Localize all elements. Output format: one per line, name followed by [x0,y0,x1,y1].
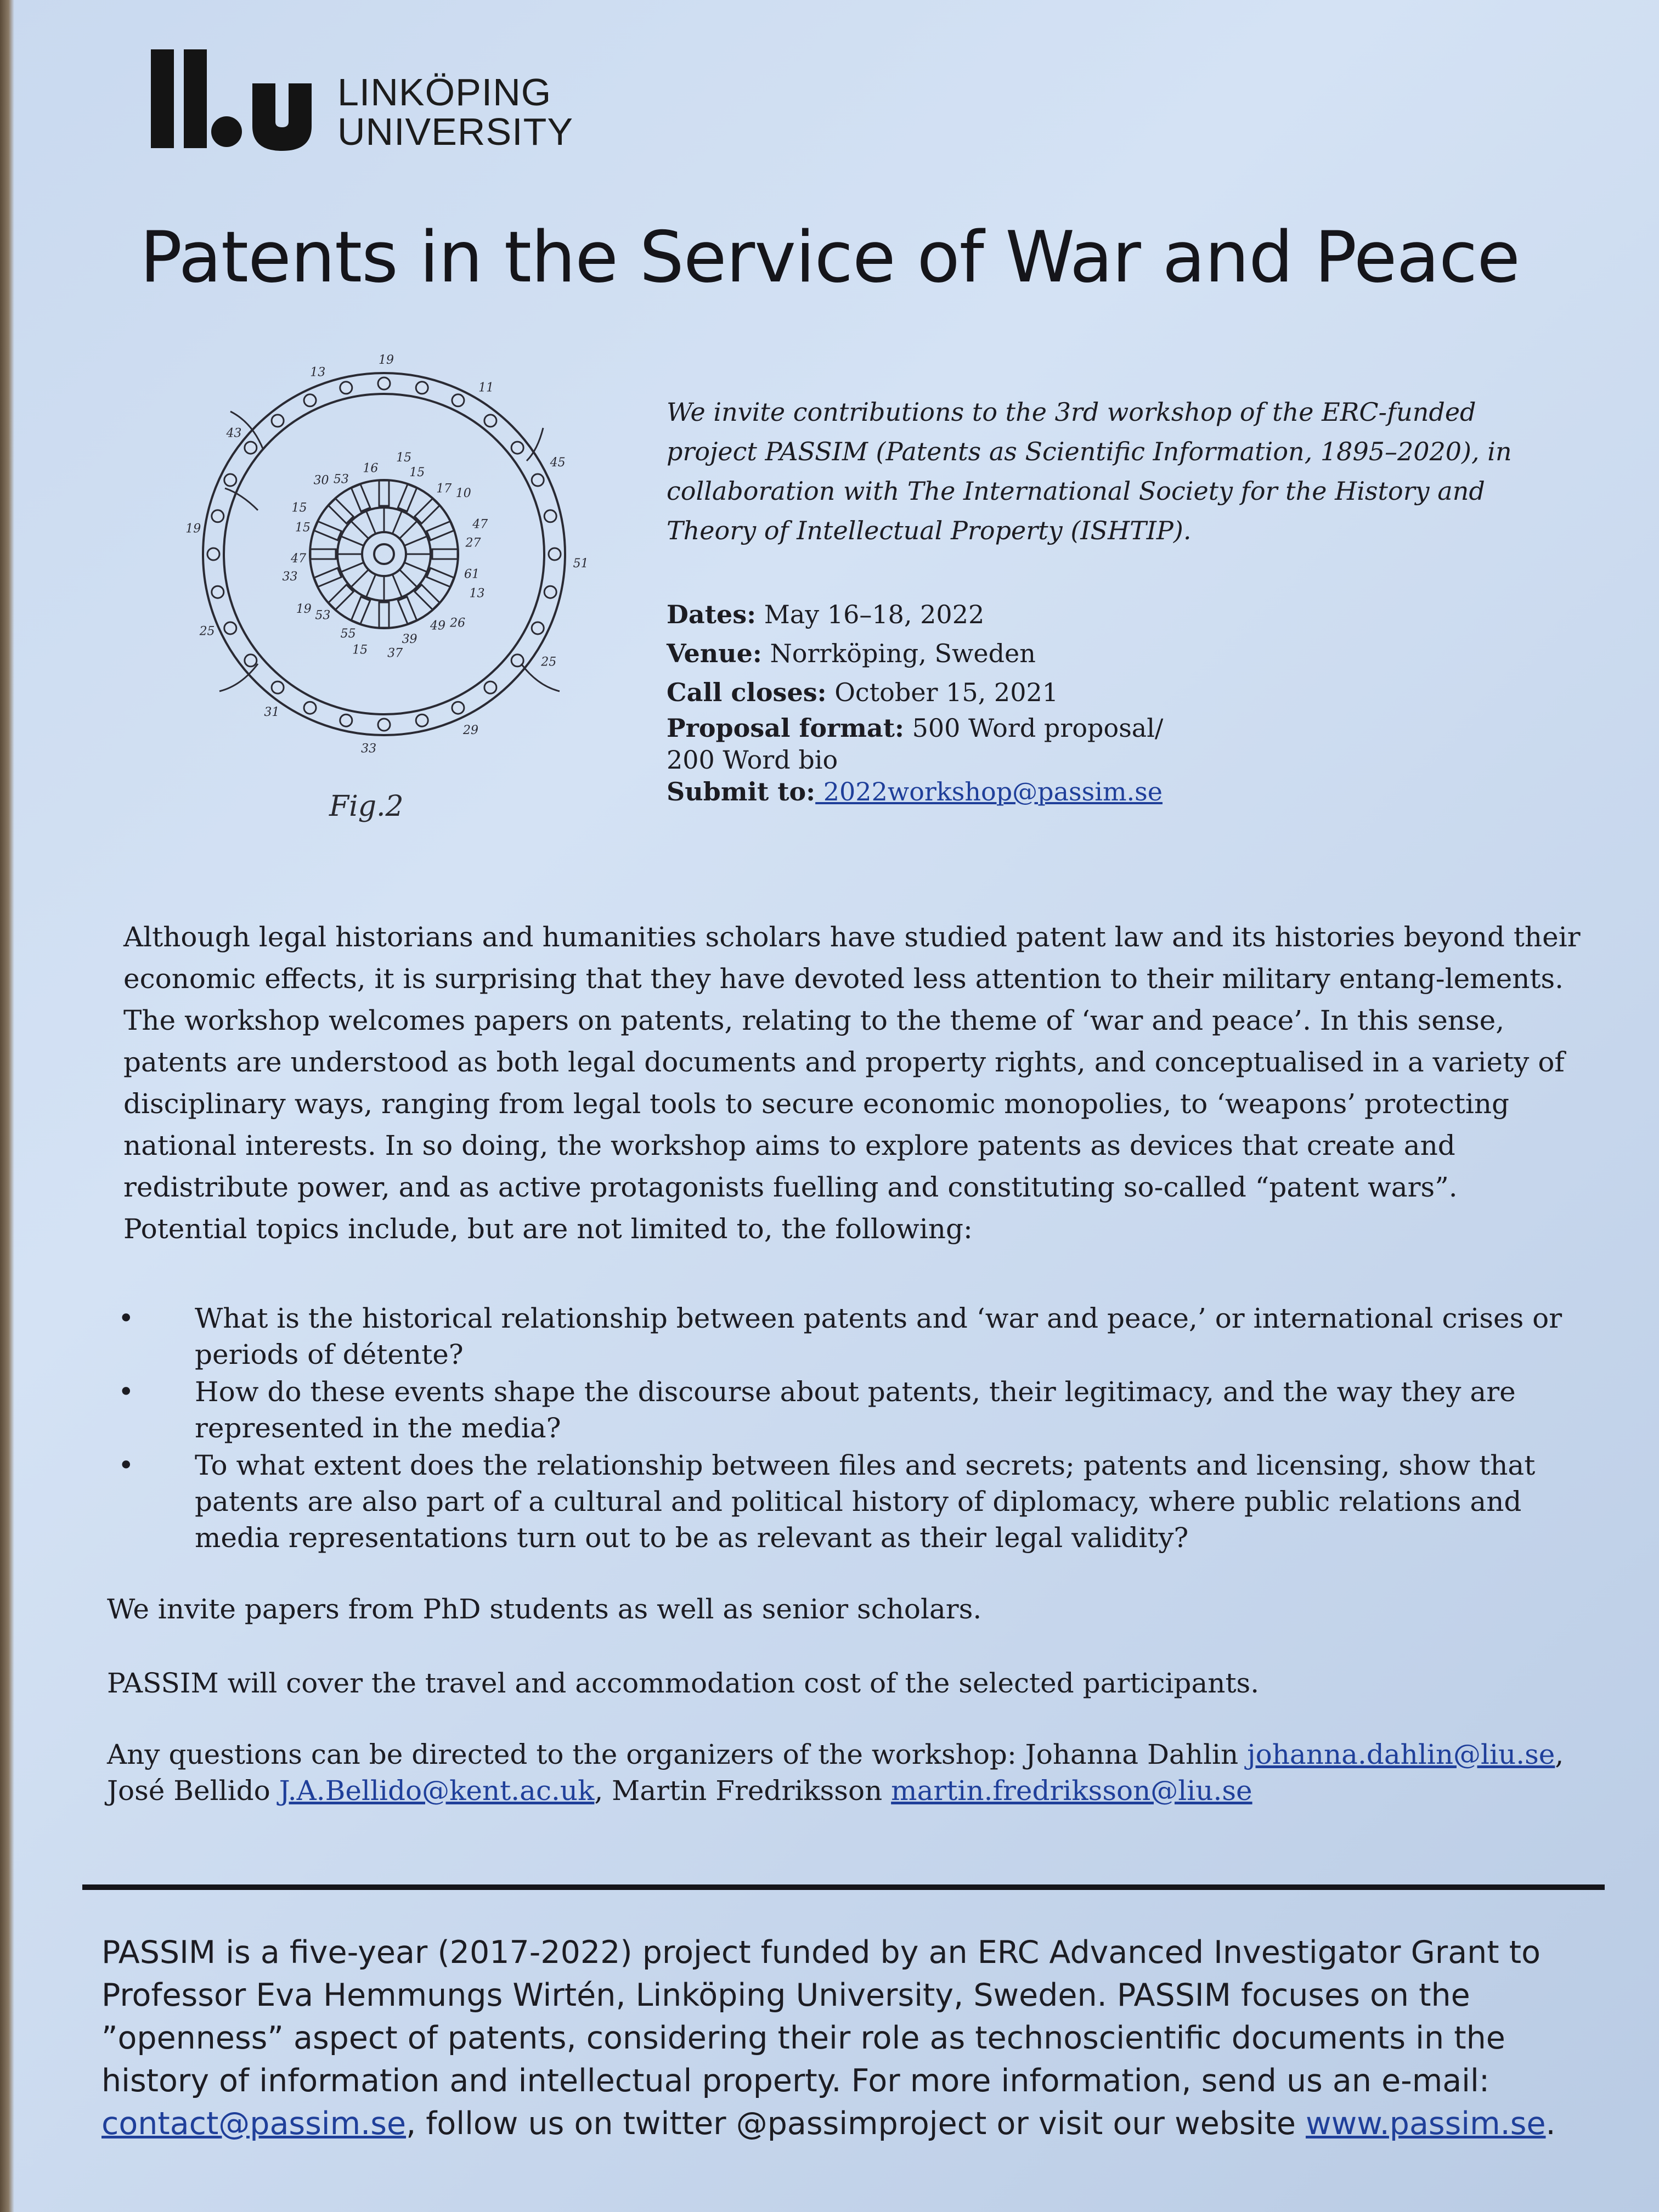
list-item-text: What is the historical relationship between patents and ‘war and peace,’ or international crises or periods of détente? [195,1302,1562,1370]
ring-hole [484,681,496,693]
dates-row [667,595,1489,634]
call-closes-value: October 15, 2021 [826,678,1058,707]
call-closes-label: Call closes: [667,678,827,707]
part-number-label: 47 [291,552,307,566]
footer-text-1: PASSIM is a five-year (2017-2022) project funded by an ERC Advanced Investigator Grant to Professor Eva Hemmungs Wirtén, Linköping University, Sweden. PASSIM focuses on the ”openness” aspect of patents, considering their role as technoscientific documents in the history of information and intellectual property. For more information, send us an e-mail: [101,1934,1541,2099]
part-number-label: 15 [409,466,425,480]
university-logo [151,49,574,153]
venue-value: Norrköping, Sweden [761,639,1036,668]
contact-email-link[interactable]: contact@passim.se [101,2106,407,2142]
questions-separator: , [1555,1739,1564,1770]
ring-hole [304,702,316,714]
part-number-label: 39 [402,633,417,647]
connecting-rod [351,569,369,587]
connecting-rod [341,536,364,545]
footer-text-2: , follow us on twitter @passimproject or visit our website [406,2106,1306,2142]
engine-cylinder [329,585,353,610]
engine-cylinder [311,549,336,559]
bullet-marker: • [118,1376,134,1408]
part-number-label: 37 [387,646,403,661]
connecting-rod [366,511,375,534]
ring-hole [340,382,352,394]
ring-hole [416,714,428,726]
organizer-bellido: José Bellido [107,1775,279,1807]
part-number-label: 26 [450,616,466,630]
proposal-format-label: Proposal format: [667,713,904,743]
engine-cylinder [379,481,389,506]
ring-hole [340,714,352,726]
ring-hole [511,442,523,454]
patent-drawing [181,353,603,757]
cover-paragraph: PASSIM will cover the travel and accommodation cost of the selected participants. [107,1667,1260,1699]
engine-cylinder [351,484,370,511]
connecting-rod [404,536,427,545]
engine-cylinder [329,499,353,523]
ring-hole [378,719,390,731]
engine-cylinder [427,568,454,586]
part-number-label: 27 [465,536,481,550]
part-number-label: 19 [379,353,394,367]
intro-paragraph: We invite contributions to the 3rd workshop of the ERC-funded project PASSIM (Patents as Scientific Information, 1895–2020), in collaboration with The International Society for the History and Theory of Intellectual Property (ISHTIP). [667,397,1512,545]
footer-paragraph [101,1931,1605,2145]
part-number-label: 19 [296,602,312,617]
part-number-label: 33 [282,570,298,584]
engine-cylinder [379,602,389,628]
ring-hole [378,377,390,390]
bullet-marker: • [118,1449,134,1481]
ring-hole [224,622,236,634]
proposal-format-value-2: 200 Word bio [667,745,838,775]
email-link-bellido[interactable]: J.A.Bellido@kent.ac.uk [279,1775,595,1807]
part-number-label: 51 [573,556,589,571]
venue-label: Venue: [667,639,762,668]
part-number-label: 49 [430,619,446,633]
engine-cylinder [314,521,341,540]
list-item [118,1300,1577,1373]
ring-hole [272,415,284,427]
part-number-label: 16 [363,461,379,476]
part-number-label: 13 [469,586,485,601]
part-number-label: 30 [313,473,329,488]
ring-hole [304,394,316,407]
ring-hole [544,510,556,522]
engine-cylinder [351,597,370,624]
dates-value: May 16–18, 2022 [756,600,985,629]
email-link-dahlin[interactable]: johanna.dahlin@liu.se [1247,1739,1555,1770]
engine-cylinder [398,484,416,511]
part-number-label: 33 [361,742,377,756]
part-number-label: 15 [291,501,307,515]
list-item [118,1374,1577,1446]
connecting-rod [351,521,369,539]
ring-hole [212,586,224,598]
ring-hole [245,654,257,667]
connecting-rod [404,562,427,572]
engine-cylinder [415,499,439,523]
call-closes-row [667,673,1489,712]
ring-hole [484,415,496,427]
part-number-label: 31 [264,706,280,720]
part-number-label: 47 [472,517,488,532]
divider [82,1884,1605,1890]
ring-hole [224,474,236,486]
connecting-rod [392,511,402,534]
part-number-label: 25 [541,655,557,669]
part-number-label: 19 [185,522,201,536]
engine-cylinder [314,568,341,586]
part-number-label: 25 [199,624,215,639]
ring-hole [245,442,257,454]
proposal-format-row-2 [667,744,1489,776]
engine-cylinder [415,585,439,610]
list-item-text: To what extent does the relationship between files and secrets; patents and licensing, show that patents are also part of a cultural and political history of diplomacy, where public relations and media representations turn out to be as relevant as their legal validity? [195,1449,1536,1554]
liu-logo-mark [151,49,332,151]
ring-hole [207,548,219,560]
bullet-marker: • [118,1302,134,1334]
email-link-fredriksson[interactable]: martin.fredriksson@liu.se [891,1775,1252,1807]
footer-text-3: . [1545,2106,1556,2142]
part-number-label: 61 [464,567,479,582]
website-link[interactable]: www.passim.se [1306,2106,1546,2142]
questions-paragraph [107,1736,1588,1809]
figure-caption: Fig.2 [329,790,404,823]
questions-intro: Any questions can be directed to the organizers of the workshop: Johanna Dahlin [107,1739,1248,1770]
part-number-label: 13 [310,365,326,380]
logo-wordmark [337,72,573,151]
invite-paragraph: We invite papers from PhD students as well as senior scholars. [107,1593,982,1625]
ring-hole [549,548,561,560]
part-number-label: 11 [478,381,494,395]
venue-row [667,634,1489,673]
part-number-label: 10 [455,486,471,500]
part-number-label: 15 [295,521,311,535]
connecting-rod [399,521,417,539]
ring-hole [452,394,464,407]
engine-cylinder [398,597,416,624]
engine-cylinder [427,521,454,540]
part-number-label: 45 [550,455,566,470]
ring-hole [212,510,224,522]
part-number-label: 15 [352,643,368,657]
list-item [118,1447,1577,1556]
proposal-format-row [667,712,1489,744]
submit-label: Submit to: [667,777,816,806]
ring-hole [452,702,464,714]
part-number-label: 55 [340,627,356,641]
topic-list [118,1300,1577,1557]
part-number-label: 43 [226,426,242,441]
engine-cylinder [432,549,458,559]
list-item-text: How do these events shape the discourse about patents, their legitimacy, and the way they are represented in the media? [195,1376,1516,1444]
part-number-label: 15 [396,450,412,465]
connecting-rod [399,569,417,587]
ring-hole [272,681,284,693]
part-number-label: 17 [436,482,452,496]
page-title: Patents in the Service of War and Peace [140,217,1520,298]
part-number-label: 29 [463,723,479,737]
ring-hole [532,622,544,634]
submit-email-link[interactable]: 2022workshop@passim.se [815,777,1163,806]
submit-row [667,776,1489,808]
dates-label: Dates: [667,600,757,629]
connecting-rod [366,574,375,597]
logo-line-2: UNIVERSITY [337,110,574,153]
connecting-rod [341,562,364,572]
part-number-label: 53 [315,608,331,623]
ring-hole [416,382,428,394]
ring-hole [532,474,544,486]
connecting-rod [392,574,402,597]
ring-hole [544,586,556,598]
photo-edge [0,0,14,2212]
event-details [667,595,1489,808]
part-number-label: 53 [333,472,349,487]
body-paragraph: Although legal historians and humanities scholars have studied patent law and its histories beyond their economic effects, it is surprising that they have devoted less attention to their military entang-lements. The workshop welcomes papers on patents, relating to the theme of ‘war and peace’. In this sense, patents are understood as both legal documents and property rights, and conceptualised in a variety of disciplinary ways, ranging from legal tools to secure economic monopolies, to ‘weapons’ protecting national interests. In so doing, the workshop aims to explore patents as devices that create and redistribute power, and as active protagonists fuelling and constituting so-called “patent wars”. Potential topics include, but are not limited to, the following: [123,921,1581,1245]
proposal-format-value: 500 Word proposal/ [904,713,1164,743]
organizer-fredriksson: , Martin Fredriksson [594,1775,891,1807]
logo-line-1: LINKÖPING [337,71,552,114]
